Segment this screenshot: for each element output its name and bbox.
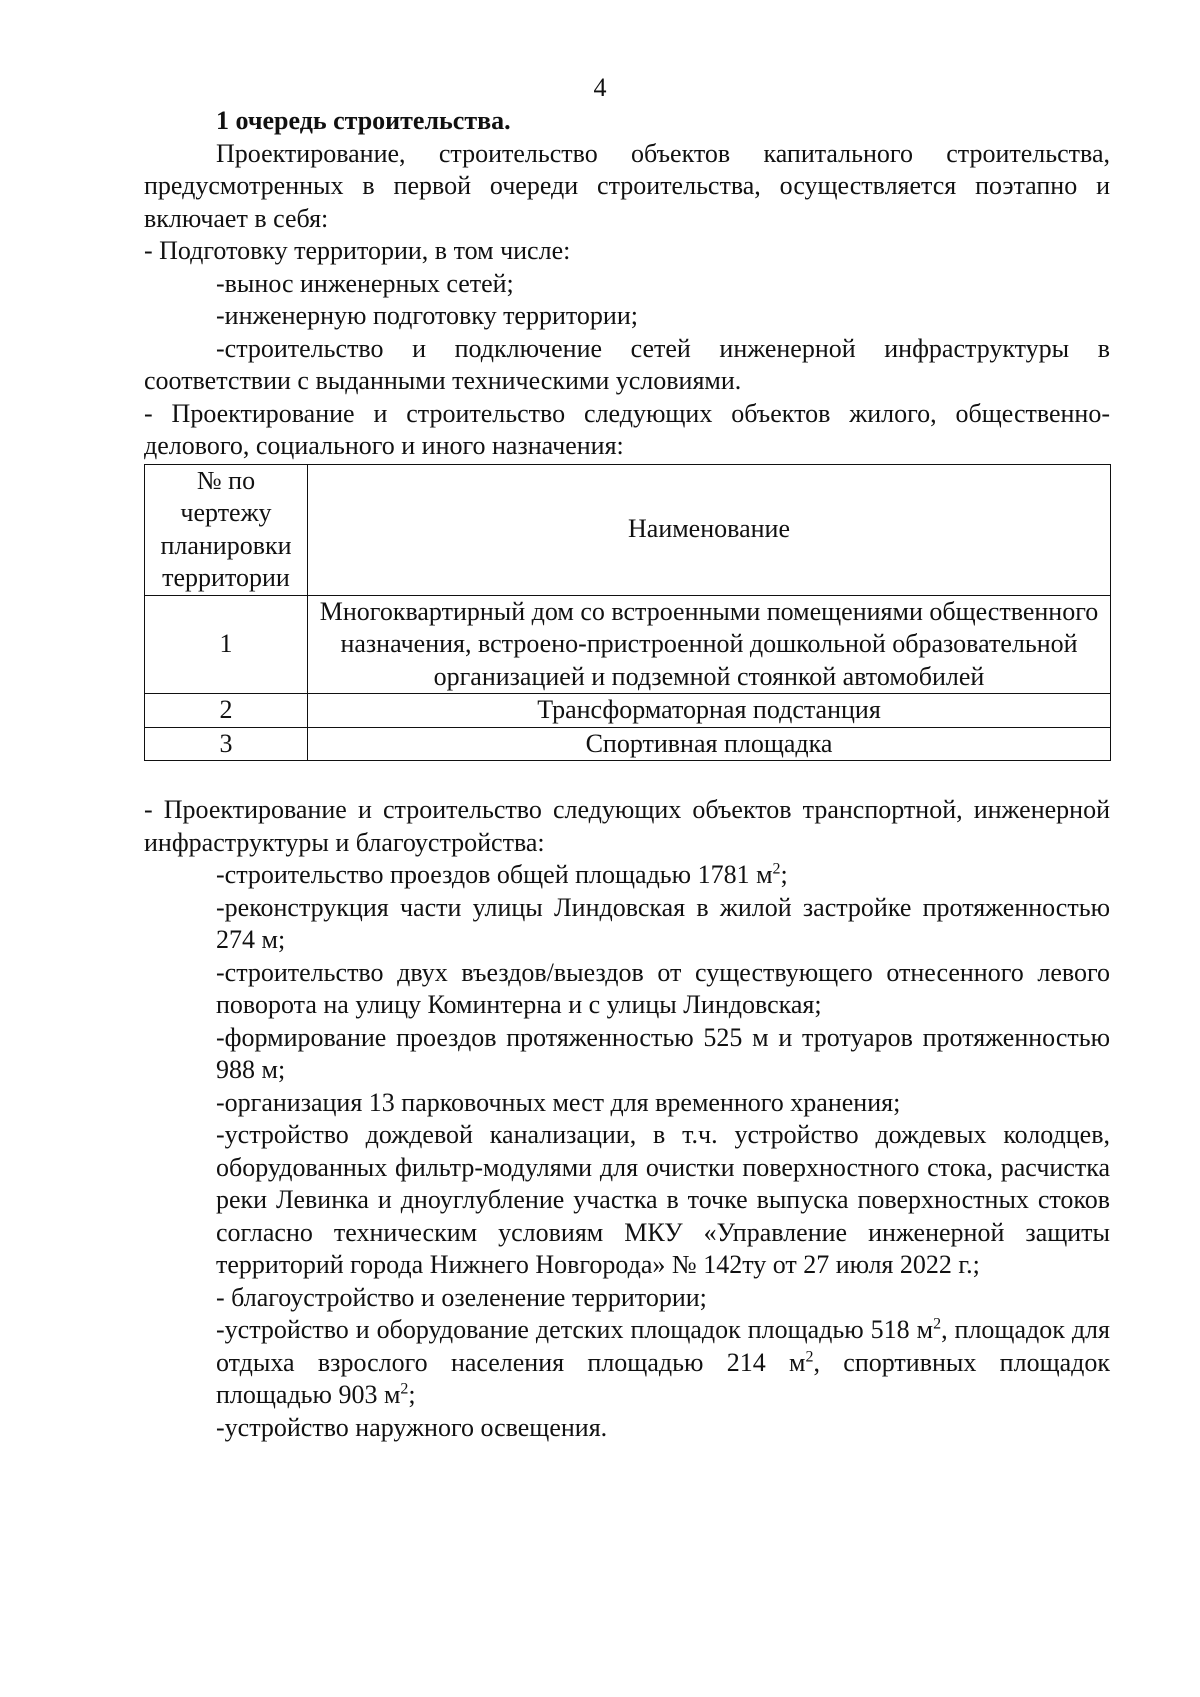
row-name: Трансформаторная подстанция — [308, 694, 1111, 728]
table-row — [145, 694, 1111, 728]
row-name: Спортивная площадка — [308, 727, 1111, 761]
item-text: , спортивных площадок площадью 903 м — [216, 1347, 1110, 1409]
transport-item: -устройство дождевой канализации, в т.ч. устройство дождевых колодцев, оборудованных фильтр-модулями для очистки поверхностного стока, расчистка реки Левинка и дноуглубление участка в точке выпуска поверхностных стоков согласно техническим условиям МКУ «Управление инженерной защиты территорий города Нижнего Новгорода» № 142ту от 27 июля 2022 г.; — [216, 1120, 1110, 1279]
row-number: 3 — [145, 727, 308, 761]
header-name: Наименование — [308, 464, 1111, 595]
transport-item: -устройство наружного освещения. — [216, 1412, 608, 1442]
item-text: , площадок для отдыха взрослого населения площадью 214 м — [216, 1315, 1110, 1377]
transport-item: -строительство двух въездов/выездов от существующего отнесенного левого поворота на улицу Коминтерна и с улицы Линдовская; — [216, 957, 1110, 1019]
item-text: ; — [780, 860, 788, 889]
superscript: 2 — [805, 1347, 814, 1365]
table-header-row — [145, 464, 1111, 595]
item-text: ; — [408, 1380, 416, 1409]
document-body — [144, 105, 1110, 1444]
row-number: 1 — [145, 595, 308, 694]
prep-item: -строительство и подключение сетей инженерной инфраструктуры в соответствии с выданными техническими условиями. — [144, 333, 1110, 395]
superscript: 2 — [772, 860, 781, 878]
superscript: 2 — [400, 1380, 409, 1398]
prep-item: -вынос инженерных сетей; — [216, 268, 514, 298]
header-number: № по чертежу планировки территории — [145, 464, 308, 595]
transport-item: -формирование проездов протяженностью 525 м и тротуаров протяженностью 988 м; — [216, 1022, 1110, 1084]
prep-item: -инженерную подготовку территории; — [216, 301, 638, 330]
objects-intro: - Проектирование и строительство следующих объектов жилого, общественно-делового, социального и иного назначения: — [144, 398, 1110, 460]
table-row — [145, 727, 1111, 761]
item-text: -строительство проездов общей площадью 1781 м — [216, 860, 773, 889]
row-name: Многоквартирный дом со встроенными помещениями общественного назначения, встроено-пристроенной дошкольной образовательной организацией и подземной стоянкой автомобилей — [308, 595, 1111, 694]
transport-item — [144, 859, 1110, 892]
objects-table — [144, 464, 1111, 762]
row-number: 2 — [145, 694, 308, 728]
table-row — [145, 595, 1111, 694]
transport-item — [144, 1314, 1110, 1412]
transport-item: -организация 13 парковочных мест для временного хранения; — [216, 1087, 901, 1117]
superscript: 2 — [933, 1315, 942, 1333]
section-heading: 1 очередь строительства. — [216, 106, 511, 135]
item-text: -устройство и оборудование детских площадок площадью 518 м — [216, 1315, 934, 1344]
page-number: 4 — [593, 73, 607, 102]
transport-item: - благоустройство и озеленение территории; — [216, 1282, 707, 1312]
intro-paragraph: Проектирование, строительство объектов капитального строительства, предусмотренных в первой очереди строительства, осуществляется поэтапно и включает в себя: — [144, 138, 1110, 233]
transport-item: -реконструкция части улицы Линдовская в жилой застройке протяженностью 274 м; — [216, 892, 1110, 954]
prep-title: - Подготовку территории, в том числе: — [144, 236, 571, 265]
transport-intro: - Проектирование и строительство следующих объектов транспортной, инженерной инфраструктуры и благоустройства: — [144, 795, 1110, 857]
